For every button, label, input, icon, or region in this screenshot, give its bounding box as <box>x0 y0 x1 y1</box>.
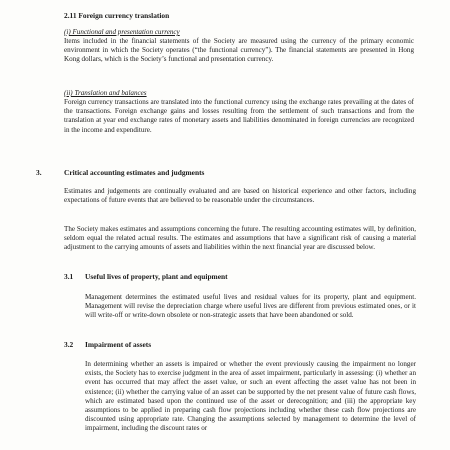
subsection-i-paragraph: Items included in the financial statements of the Society are measured using the currency of the primary economic environment in which the Society operates (“the functional currency”). The financial statements are presented in Hong Kong dollars, which is the Society’s functional and presentation currency. <box>64 37 414 64</box>
subsection-ii-paragraph: Foreign currency transactions are translated into the functional currency using the exchange rates prevailing at the dates of the transactions. Foreign exchange gains and losses resulting from the settlement of such transactions and from the translation at year end exchange rates of monetary assets and liabilities denominated in foreign currencies are recognized in the income and expenditure. <box>64 98 414 134</box>
subsection-i-heading: (i) Functional and presentation currency <box>64 28 180 36</box>
section-3-2-number: 3.2 <box>64 340 74 349</box>
section-3-1-paragraph: Management determines the estimated useful lives and residual values for its property, plant and equipment. Management will revise the depreciation charge where useful lives are different from previous estimated ones, or it will write-off or write-down obsolete or non-strategic assets that have been abandoned or sold. <box>85 293 416 320</box>
section-2-11-heading: 2.11 Foreign currency translation <box>64 11 170 20</box>
subsection-ii-heading: (ii) Translation and balances <box>64 89 147 97</box>
section-3-number: 3. <box>36 168 42 177</box>
section-3-1-number: 3.1 <box>64 272 74 281</box>
section-3-paragraph-2: The Society makes estimates and assumptions concerning the future. The resulting accounting estimates will, by definition, seldom equal the related actual results. The estimates and assumptions that have a significant risk of causing a material adjustment to the carrying amounts of assets and liabilities within the next financial year are discussed below. <box>64 225 416 252</box>
section-3-2-paragraph: In determining whether an assets is impaired or whether the event previously causing the impairment no longer exists, the Society has to exercise judgment in the area of asset impairment, particularly in assessing: (i) whether an event has occurred that may affect the asset value, or such an event affecting the asset value has not been in existence; (ii) whether the carrying value of an asset can be supported by the net present value of future cash flows, which are estimated based upon the continued use of the asset or derecognition; and (iii) the appropriate key assumptions to be applied in preparing cash flow projections including whether these cash flow projections are discounted using appropriate rate. Changing the assumptions selected by management to determine the level of impairment, including the discount rates or <box>85 360 416 433</box>
section-3-heading: Critical accounting estimates and judgments <box>64 168 205 177</box>
section-3-paragraph-1: Estimates and judgements are continually evaluated and are based on historical experience and other factors, including expectations of future events that are believed to be reasonable under the circumstances. <box>64 187 416 205</box>
section-3-2-heading: Impairment of assets <box>85 340 152 349</box>
section-3-1-heading: Useful lives of property, plant and equipment <box>85 272 228 281</box>
